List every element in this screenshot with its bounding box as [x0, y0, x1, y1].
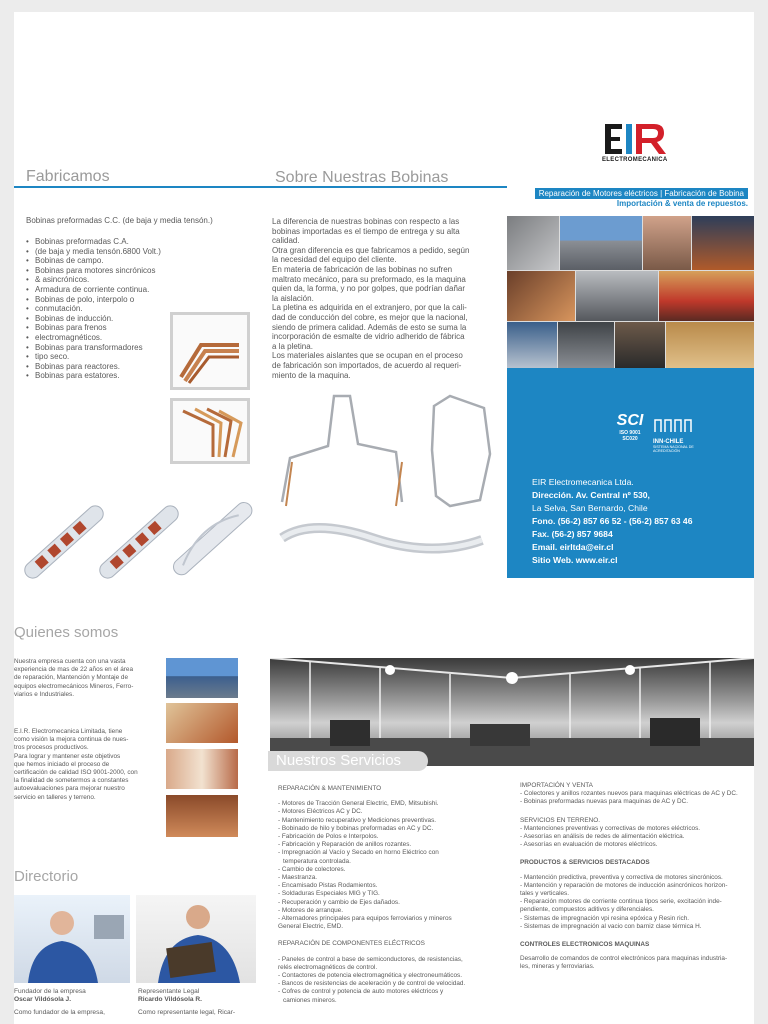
heading-sobre: Sobre Nuestras Bobinas	[275, 169, 449, 186]
service-item: - Encamisado Pistas Rodamientos.	[278, 882, 378, 890]
grid-photo	[666, 322, 754, 368]
service-item: - Contactores de potencia electromagnética y electroneumáticos.	[278, 972, 463, 980]
heading-quienes: Quienes somos	[14, 624, 119, 641]
service-item: General Electric, EMD.	[278, 923, 343, 931]
sobre-line: Los materiales aislantes que se ocupan en el proceso	[272, 351, 463, 361]
servicios-right	[520, 782, 754, 972]
sobre-line: quien da, la forma, y no por golpes, que podrían dañar	[272, 284, 466, 294]
sobre-line: de fabricación son importados, de acuerdo al requeri-	[272, 360, 462, 370]
quienes-line: tros procesos productivos.	[14, 744, 89, 752]
heading-servicios: Nuestros Servicios	[276, 752, 402, 769]
grid-photo	[560, 216, 642, 270]
grid-photo	[558, 322, 614, 368]
service-item: - Soldaduras Especiales MIG y TIG.	[278, 890, 380, 898]
grid-photo	[643, 216, 691, 270]
founder-name: Oscar Vildósola J.	[14, 995, 72, 1003]
quienes-line: Para lograr y mantener este objetivos	[14, 752, 121, 760]
inn-chile-icon	[653, 416, 693, 434]
service-item: - Bobinado de hilo y bobinas preformadas en AC y DC.	[278, 824, 434, 832]
company-name: EIR Electromecanica Ltda.	[532, 477, 634, 487]
city: La Selva, San Bernardo, Chile	[532, 503, 648, 513]
founder-caption	[14, 988, 105, 1017]
rep-text: Como representante legal, Ricar-	[138, 1009, 236, 1017]
wire-coil-icon	[272, 390, 502, 580]
servicios-left	[278, 785, 504, 1005]
service-item: - Asesorías en evaluación de motores eléctricos.	[520, 841, 658, 849]
service-item: - Motores de Tracción General Electric, EMD, Mitsubishi.	[278, 800, 439, 808]
banner-line1: Reparación de Motores eléctricos | Fabricación de Bobina	[535, 188, 748, 199]
services-banner	[507, 186, 754, 212]
service-item: - Colectores y anillos rozantes nuevos para maquinas eléctricas de AC y DC.	[520, 790, 738, 798]
website-link[interactable]: Sitio Web. www.eir.cl	[532, 555, 618, 565]
imp-title: IMPORTACIÓN Y VENTA	[520, 782, 593, 789]
hallway-photo	[166, 749, 238, 789]
logo-label: ELECTROMECANICA	[602, 157, 668, 163]
representative-photo	[136, 895, 256, 983]
sci-cert	[612, 412, 648, 442]
fab-item: • conmutación.	[26, 304, 186, 314]
sobre-line: Otra gran diferencia es que fabricamos a pedido, según	[272, 245, 470, 255]
service-item: pendiente, compuestos aditivos y diferenciales.	[520, 906, 654, 914]
service-item: - Alternadores principales para equipos ferroviarios y mineros	[278, 915, 452, 923]
service-item: - Motores de arranque.	[278, 906, 344, 914]
service-item: - Mantención predictiva, preventiva y correctiva de motores sincrónicos.	[520, 873, 723, 881]
fab-item: • Bobinas para reactores.	[26, 362, 186, 372]
service-item: - Reparación motores de corriente continua tipos serie, excitación inde-	[520, 898, 722, 906]
quienes-line: servicio en talleres y terreno.	[14, 793, 96, 801]
contact-block	[532, 476, 693, 567]
inn-cert	[653, 416, 713, 453]
grid-photo	[659, 271, 754, 321]
founder-photo	[14, 895, 130, 983]
person-icon	[14, 895, 130, 983]
quienes-line: certificación de calidad ISO 9001-2000, con	[14, 769, 138, 777]
service-item: - Impregnación al Vacío y Secado en horno Eléctrico con	[278, 849, 439, 857]
fab-item: • & asincrónicos.	[26, 275, 186, 285]
heading-directorio: Directorio	[14, 868, 79, 885]
quienes-line: la finalidad de sometermos a constantes	[14, 777, 129, 785]
service-item: temperatura controlada.	[283, 857, 351, 865]
fab-item: • Bobinas para motores sincrónicos	[26, 266, 186, 276]
sobre-line: La pletina es adquirida en el extranjero, por que la cali-	[272, 303, 467, 313]
eir-logo	[602, 120, 672, 166]
service-item: les, mineras y ferroviarias.	[520, 963, 595, 971]
iso-label: ISO 9001	[619, 430, 641, 436]
sobre-line: siendo de primera calidad. Además de esto se suma la	[272, 322, 467, 332]
grid-photo	[576, 271, 658, 321]
grid-photo	[692, 216, 754, 270]
coil-leads-icon	[173, 401, 247, 461]
fab-item: • (de baja y media tensón.6800 Volt.)	[26, 247, 186, 257]
workshop-hall-icon	[270, 658, 754, 766]
workshop-photo	[270, 658, 754, 766]
ctrl-title: CONTROLES ELECTRONICOS MAQUINAS	[520, 941, 650, 949]
rep-role: Representante Legal	[138, 988, 200, 995]
rep-caption	[138, 988, 235, 1017]
sobre-line: dad de conducción del cobre, es mejor que la nacional,	[272, 312, 468, 322]
founder-role: Fundador de la empresa	[14, 988, 86, 995]
heading-fabricamos: Fabricamos	[26, 168, 110, 185]
sobre-line: incorporación de esmalte de vidrio adherido de fábrica	[272, 332, 465, 342]
fab-item: • tipo seco.	[26, 352, 186, 362]
rep-title: REPARACIÓN & MANTENIMIENTO	[278, 785, 382, 792]
coil-photo-1	[170, 312, 250, 390]
service-item: - Asesorías en análisis de redes de alimentación eléctrica.	[520, 833, 685, 841]
grid-photo	[615, 322, 665, 368]
service-item: - Mantenimiento recuperativo y Mediciones preventivas.	[278, 816, 437, 824]
sobre-line: miento de la maquina.	[272, 370, 351, 380]
service-item: tales y verticales.	[520, 890, 570, 898]
rep-name: Ricardo Vildósola R.	[138, 995, 202, 1003]
office-photo	[166, 703, 238, 743]
sobre-line: la necesidad del equipo del cliente.	[272, 255, 397, 265]
service-item: - Cofres de control y potencia de auto motores eléctricos y	[278, 988, 444, 996]
service-item: - Sistemas de impregnación al vacio con barniz clase térmica H.	[520, 922, 702, 930]
quienes-p1	[14, 658, 159, 699]
prod-title: PRODUCTOS & SERVICIOS DESTACADOS	[520, 859, 650, 867]
quienes-line: que hemos iniciado el proceso de	[14, 760, 110, 768]
fab-item: • Bobinas para frenos	[26, 323, 186, 333]
service-item: - Motores Eléctricos AC y DC.	[278, 808, 363, 816]
service-item: - Recuperación y cambio de Ejes dañados.	[278, 898, 400, 906]
ter-title: SERVICIOS EN TERRENO.	[520, 816, 601, 824]
wrapped-coils-icon	[24, 482, 254, 592]
fax: Fax. (56-2) 857 9684	[532, 529, 613, 539]
fab-item: • Bobinas para estatores.	[26, 371, 186, 381]
sci-logo: SCI	[616, 412, 644, 429]
service-item: relés electromagnéticos de control.	[278, 963, 378, 971]
quienes-line: autoevaluaciones para mejorar nuestro	[14, 785, 125, 793]
person-icon	[136, 895, 256, 983]
service-item: Desarrollo de comandos de control electrónicos para maquinas industria-	[520, 955, 728, 963]
quienes-line: experiencia de mas de 22 años en el área	[14, 666, 134, 674]
fab-item: • Bobinas para transformadores	[26, 343, 186, 353]
quienes-p2	[14, 728, 164, 802]
sobre-line: la aislación.	[272, 293, 314, 303]
service-item: - Mantención y reparación de motores de inducción asincrónicos horizon-	[520, 881, 728, 889]
inn-label: INN-CHILE	[653, 439, 684, 445]
quienes-line: equipos electromecánicos Mineros, Ferro-	[14, 682, 134, 690]
meeting-photo	[166, 795, 238, 837]
email-link[interactable]: Email. eirltda@eir.cl	[532, 542, 614, 552]
sobre-line: calidad.	[272, 236, 300, 246]
quienes-line: Nuestra empresa cuenta con una vasta	[14, 658, 126, 665]
service-item: - Sistemas de impregnación vpi resina epóxica y Resin rich.	[520, 914, 690, 922]
grid-photo	[507, 322, 557, 368]
service-item: - Bobinas preformadas nuevas para maquinas de AC y DC.	[520, 798, 689, 806]
quienes-line: viarios e Industriales.	[14, 690, 75, 698]
quienes-line: como visión la mejora continua de nues-	[14, 736, 129, 744]
building-photo	[166, 658, 238, 698]
sobre-line: bobinas importadas es el tiempo de entrega y su alta	[272, 226, 460, 236]
fab-item: • Bobinas preformadas C.A.	[26, 237, 186, 247]
banner-line2: Importación & venta de repuestos.	[616, 199, 748, 208]
fab-item: • electromagnéticos.	[26, 333, 186, 343]
cert-code: SC020	[622, 436, 638, 442]
fab-item: • Bobinas de inducción.	[26, 314, 186, 324]
grid-photo	[507, 271, 575, 321]
fab-item: • Armadura de corriente continua.	[26, 285, 186, 295]
service-item: - Cambio de colectores.	[278, 865, 346, 873]
fabricamos-list	[26, 237, 186, 381]
service-item: - Fabricación de Polos e Interpolos.	[278, 833, 379, 841]
grid-photo	[507, 216, 559, 270]
wire-coils-photo	[272, 390, 502, 580]
service-item: camiones mineros.	[283, 996, 337, 1004]
coil-photo-2	[170, 398, 250, 464]
phone: Fono. (56-2) 857 66 52 - (56-2) 857 63 46	[532, 516, 693, 526]
inn-sub: SISTEMA NACIONAL DE ACREDITACIÓN	[653, 445, 694, 454]
service-item: - Fabricación y Reparación de anillos rozantes.	[278, 841, 412, 849]
sobre-line: maltrato mecánico, para su preformado, es la maquina	[272, 274, 466, 284]
photo-grid	[507, 216, 754, 368]
coil-icon	[173, 315, 247, 387]
coil-photo-3	[24, 482, 254, 592]
servicios-header	[268, 751, 428, 771]
fab-item: • Bobinas de polo, interpolo o	[26, 295, 186, 305]
founder-text: Como fundador de la empresa,	[14, 1009, 105, 1017]
sobre-line: La diferencia de nuestras bobinas con respecto a las	[272, 217, 460, 226]
sobre-line: En materia de fabricación de las bobinas no sufren	[272, 264, 453, 274]
fab-item: • Bobinas de campo.	[26, 256, 186, 266]
fabricamos-intro: Bobinas preformadas C.C. (de baja y media tensón.)	[26, 216, 213, 225]
service-item: - Mantenciones preventivas y correctivas de motores eléctricos.	[520, 824, 701, 832]
quienes-line: E.I.R. Electromecanica Limitada, tiene	[14, 728, 123, 735]
service-item: - Paneles de control a base de semiconductores, de resistencias,	[278, 955, 463, 963]
contact-panel	[507, 368, 754, 578]
address: Dirección. Av. Central nº 530,	[532, 490, 650, 500]
eir-logo-icon	[602, 120, 672, 158]
quienes-line: de reparación, Mantención y Montaje de	[14, 674, 129, 682]
sobre-text	[272, 217, 490, 380]
sobre-line: a la pletina.	[272, 341, 313, 351]
service-item: - Bancos de resistencias de aceleración y de control de velocidad.	[278, 980, 466, 988]
service-item: - Maestranza.	[278, 874, 318, 882]
comp-title: REPARACIÓN DE COMPONENTES ELÉCTRICOS	[278, 940, 425, 948]
brochure-page	[14, 12, 754, 1024]
